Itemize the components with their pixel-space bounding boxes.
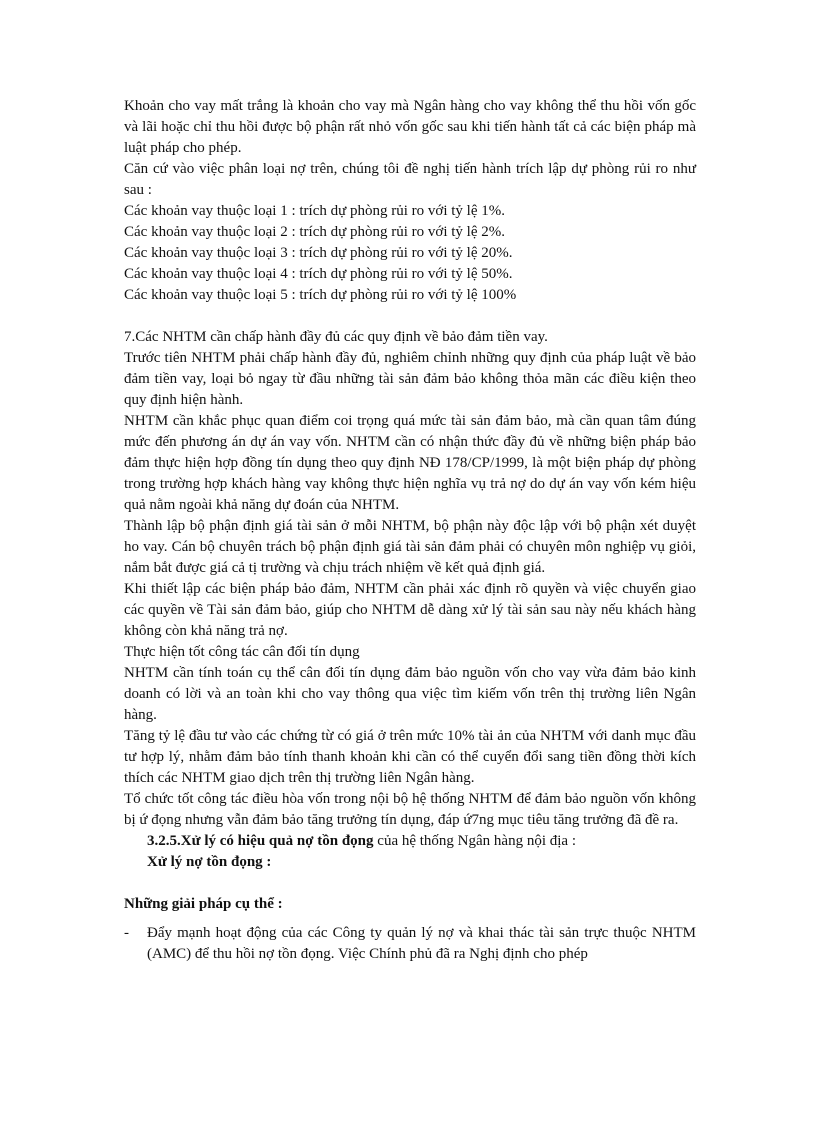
paragraph-credit-balance-title: Thực hiện tốt công tác cân đối tín dụng (124, 644, 360, 660)
section-3-2-5-heading (147, 831, 696, 852)
document-body (124, 96, 696, 965)
spacer (124, 915, 696, 923)
bullet-dash: - (124, 925, 129, 941)
spacer (124, 306, 696, 327)
paragraph-loss-loans: Khoản cho vay mất trắng là khoản cho vay mà Ngân hàng cho vay không thể thu hồi vốn gốc và lãi hoặc chỉ thu hồi được bộ phận rất nhỏ vốn gốc sau khi tiến hành tất cả các biện pháp mà luật pháp cho phép. (124, 98, 696, 156)
solution-bullet-text: Đẩy mạnh hoạt động của các Công ty quản lý nợ và khai thác tài sản trực thuộc NHTM (AMC) để thu hồi nợ tồn đọng. Việc Chính phủ đã ra Nghị định cho phép (147, 925, 696, 962)
paragraph-rights-transfer: Khi thiết lập các biện pháp bảo đảm, NHTM cần phải xác định rõ quyền và việc chuyển giao các quyền về Tài sản đảm bảo, giúp cho NHTM dễ dàng xử lý tài sản sau này nếu khách hàng không còn khả năng trả nợ. (124, 581, 696, 639)
spacer (124, 873, 696, 894)
section-heading-bold: 3.2.5.Xử lý có hiệu quả nợ tồn đọng (147, 833, 374, 849)
paragraph-valuation-unit: Thành lập bộ phận định giá tài sản ở mỗi NHTM, bộ phận này độc lập với bộ phận xét duyệt ho vay. Cán bộ chuyên trách bộ phận định giá tài sản đảm phải có chuyên môn nghiệp vụ giỏi, nắm bắt được giá cả tị trường và chịu trách nhiệm về kết quả định giá. (124, 518, 696, 576)
paragraph-investment-ratio: Tăng tỷ lệ đầu tư vào các chứng từ có giá ở trên mức 10% tài ản của NHTM với danh mục đầu tư hợp lý, nhằm đảm bảo tính thanh khoản khi cần có thể cuyển đổi sang tiền đồng thời kích thích các NHTM giao dịch trên thị trường liên Ngân hàng. (124, 728, 696, 786)
section-heading-rest: của hệ thống Ngân hàng nội địa : (373, 833, 576, 849)
subheading-bad-debt: Xử lý nợ tồn đọng : (147, 854, 272, 870)
paragraph-capital-regulation: Tổ chức tốt công tác điều hòa vốn trong nội bộ hệ thống NHTM để đảm bảo nguồn vốn không bị ứ đọng nhưng vẫn đảm bảo tăng trưởng tín dụng, đáp ứ7ng mục tiêu tăng trưởng đã đề ra. (124, 791, 696, 828)
provision-item-3: Các khoản vay thuộc loại 3 : trích dự phòng rủi ro với tỷ lệ 20%. (124, 245, 513, 261)
section-7-title: 7.Các NHTM cần chấp hành đầy đủ các quy định về bảo đảm tiền vay. (124, 329, 548, 345)
paragraph-credit-balance: NHTM cần tính toán cụ thể cân đối tín dụng đảm bảo nguồn vốn cho vay vừa đảm bảo kinh doanh có lời và an toàn khi cho vay thông qua việc tìm kiếm vốn trên thị trường liên Ngân hàng. (124, 665, 696, 723)
paragraph-provision-intro: Căn cứ vào việc phân loại nợ trên, chúng tôi đề nghị tiến hành trích lập dự phòng rủi ro như sau : (124, 161, 696, 198)
provision-item-1: Các khoản vay thuộc loại 1 : trích dự phòng rủi ro với tỷ lệ 1%. (124, 203, 505, 219)
solutions-heading: Những giải pháp cụ thể : (124, 896, 283, 912)
solution-bullet-item (124, 923, 696, 965)
provision-item-5: Các khoản vay thuộc loại 5 : trích dự phòng rủi ro với tỷ lệ 100% (124, 287, 517, 303)
provision-item-2: Các khoản vay thuộc loại 2 : trích dự phòng rủi ro với tỷ lệ 2%. (124, 224, 505, 240)
provision-item-4: Các khoản vay thuộc loại 4 : trích dự phòng rủi ro với tỷ lệ 50%. (124, 266, 513, 282)
paragraph-comply: Trước tiên NHTM phải chấp hành đầy đủ, nghiêm chỉnh những quy định của pháp luật về bảo đảm tiền vay, loại bỏ ngay từ đầu những tài sản đảm bảo không thỏa mãn các điều kiện theo quy định hiện hành. (124, 350, 696, 408)
paragraph-collateral-view: NHTM cần khắc phục quan điểm coi trọng quá mức tài sản đảm bảo, mà cần quan tâm đúng mức đến phương án dự án vay vốn. NHTM cần có nhận thức đầy đủ về những biện pháp bảo đảm thực hiện hợp đồng tín dụng theo quy định NĐ 178/CP/1999, là một biện pháp dự phòng trong trường hợp khách hàng vay không thực hiện nghĩa vụ trả nợ do dự án vay vốn kém hiệu quả nằm ngoài khả năng dự đoán của NHTM. (124, 413, 696, 513)
